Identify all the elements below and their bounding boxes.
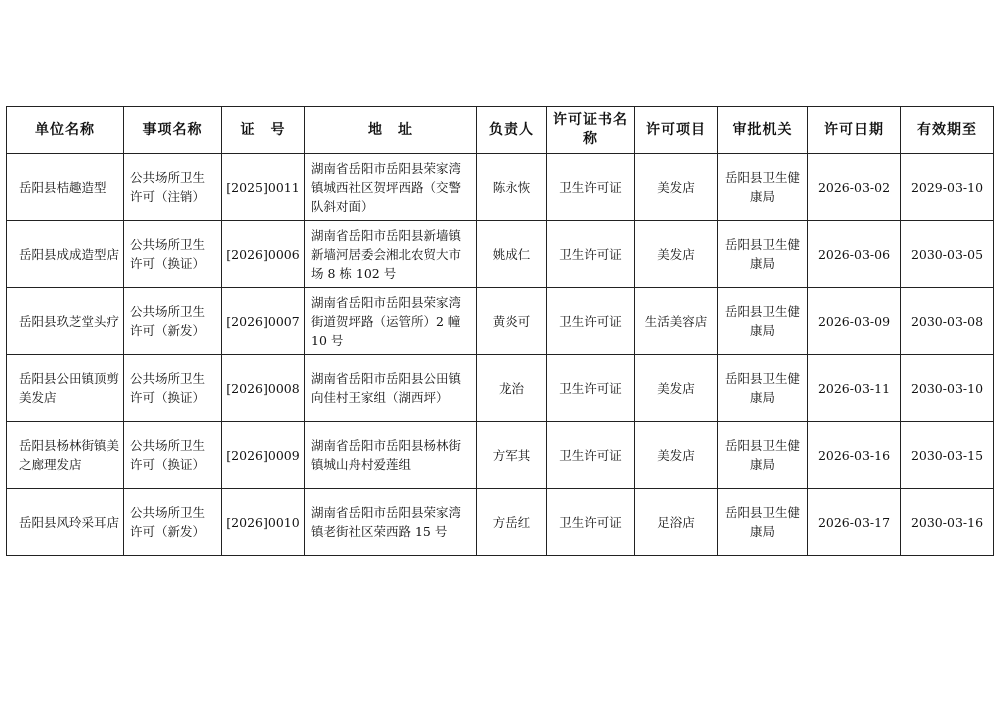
cell-license-name: 卫生许可证 — [547, 355, 635, 422]
cell-license-item: 足浴店 — [635, 489, 718, 556]
cell-license-name: 卫生许可证 — [547, 154, 635, 221]
cell-address: 湖南省岳阳市岳阳县新墙镇新墙河居委会湘北农贸大市场 8 栋 102 号 — [305, 221, 477, 288]
cell-responsible: 陈永恢 — [477, 154, 547, 221]
cell-authority: 岳阳县卫生健康局 — [718, 154, 808, 221]
cell-authority: 岳阳县卫生健康局 — [718, 355, 808, 422]
cell-valid-until: 2030-03-15 — [901, 422, 994, 489]
cell-responsible: 龙治 — [477, 355, 547, 422]
header-license-date: 许可日期 — [808, 107, 901, 154]
cell-address: 湖南省岳阳市岳阳县杨林街镇城山舟村爱莲组 — [305, 422, 477, 489]
cell-authority: 岳阳县卫生健康局 — [718, 422, 808, 489]
cell-license-name: 卫生许可证 — [547, 422, 635, 489]
cell-license-item: 美发店 — [635, 355, 718, 422]
header-responsible: 负责人 — [477, 107, 547, 154]
table-row — [7, 221, 994, 288]
cell-valid-until: 2030-03-05 — [901, 221, 994, 288]
header-cert-no: 证 号 — [222, 107, 305, 154]
cell-license-date: 2026-03-02 — [808, 154, 901, 221]
header-item-name: 事项名称 — [124, 107, 222, 154]
cell-item-name: 公共场所卫生许可（换证） — [124, 221, 222, 288]
header-unit-name: 单位名称 — [7, 107, 124, 154]
cell-item-name: 公共场所卫生许可（新发） — [124, 489, 222, 556]
header-license-item: 许可项目 — [635, 107, 718, 154]
cell-license-date: 2026-03-06 — [808, 221, 901, 288]
cell-license-item: 美发店 — [635, 422, 718, 489]
table-row — [7, 154, 994, 221]
cell-item-name: 公共场所卫生许可（换证） — [124, 422, 222, 489]
cell-valid-until: 2030-03-10 — [901, 355, 994, 422]
table-row — [7, 355, 994, 422]
cell-address: 湖南省岳阳市岳阳县荣家湾街道贺坪路（运管所）2 幢 10 号 — [305, 288, 477, 355]
cell-unit-name: 岳阳县玖芝堂头疗 — [7, 288, 124, 355]
cell-address: 湖南省岳阳市岳阳县荣家湾镇老街社区荣西路 15 号 — [305, 489, 477, 556]
cell-address: 湖南省岳阳市岳阳县公田镇向佳村王家组（湖西坪） — [305, 355, 477, 422]
cell-cert-no: [2025]0011 — [222, 154, 305, 221]
cell-cert-no: [2026]0007 — [222, 288, 305, 355]
cell-unit-name: 岳阳县桔趣造型 — [7, 154, 124, 221]
cell-valid-until: 2029-03-10 — [901, 154, 994, 221]
cell-license-date: 2026-03-09 — [808, 288, 901, 355]
cell-item-name: 公共场所卫生许可（新发） — [124, 288, 222, 355]
cell-license-name: 卫生许可证 — [547, 489, 635, 556]
cell-license-name: 卫生许可证 — [547, 288, 635, 355]
cell-unit-name: 岳阳县公田镇顶剪美发店 — [7, 355, 124, 422]
cell-cert-no: [2026]0006 — [222, 221, 305, 288]
header-address: 地 址 — [305, 107, 477, 154]
cell-unit-name: 岳阳县成成造型店 — [7, 221, 124, 288]
header-license-name: 许可证书名称 — [547, 107, 635, 154]
header-authority: 审批机关 — [718, 107, 808, 154]
cell-authority: 岳阳县卫生健康局 — [718, 288, 808, 355]
cell-cert-no: [2026]0009 — [222, 422, 305, 489]
cell-cert-no: [2026]0010 — [222, 489, 305, 556]
table-row — [7, 422, 994, 489]
table-header-row — [7, 107, 994, 154]
cell-license-item: 生活美容店 — [635, 288, 718, 355]
cell-license-item: 美发店 — [635, 221, 718, 288]
cell-license-date: 2026-03-11 — [808, 355, 901, 422]
cell-authority: 岳阳县卫生健康局 — [718, 489, 808, 556]
table-row — [7, 288, 994, 355]
cell-responsible: 姚成仁 — [477, 221, 547, 288]
cell-license-item: 美发店 — [635, 154, 718, 221]
cell-valid-until: 2030-03-08 — [901, 288, 994, 355]
cell-license-date: 2026-03-16 — [808, 422, 901, 489]
cell-responsible: 方军其 — [477, 422, 547, 489]
cell-valid-until: 2030-03-16 — [901, 489, 994, 556]
cell-cert-no: [2026]0008 — [222, 355, 305, 422]
cell-address: 湖南省岳阳市岳阳县荣家湾镇城西社区贺坪西路（交警队斜对面） — [305, 154, 477, 221]
cell-item-name: 公共场所卫生许可（注销） — [124, 154, 222, 221]
cell-responsible: 黄炎可 — [477, 288, 547, 355]
permit-table — [6, 106, 994, 556]
cell-unit-name: 岳阳县杨林街镇美之廊理发店 — [7, 422, 124, 489]
table-row — [7, 489, 994, 556]
cell-license-name: 卫生许可证 — [547, 221, 635, 288]
cell-authority: 岳阳县卫生健康局 — [718, 221, 808, 288]
cell-responsible: 方岳红 — [477, 489, 547, 556]
cell-license-date: 2026-03-17 — [808, 489, 901, 556]
cell-unit-name: 岳阳县风玲采耳店 — [7, 489, 124, 556]
header-valid-until: 有效期至 — [901, 107, 994, 154]
cell-item-name: 公共场所卫生许可（换证） — [124, 355, 222, 422]
